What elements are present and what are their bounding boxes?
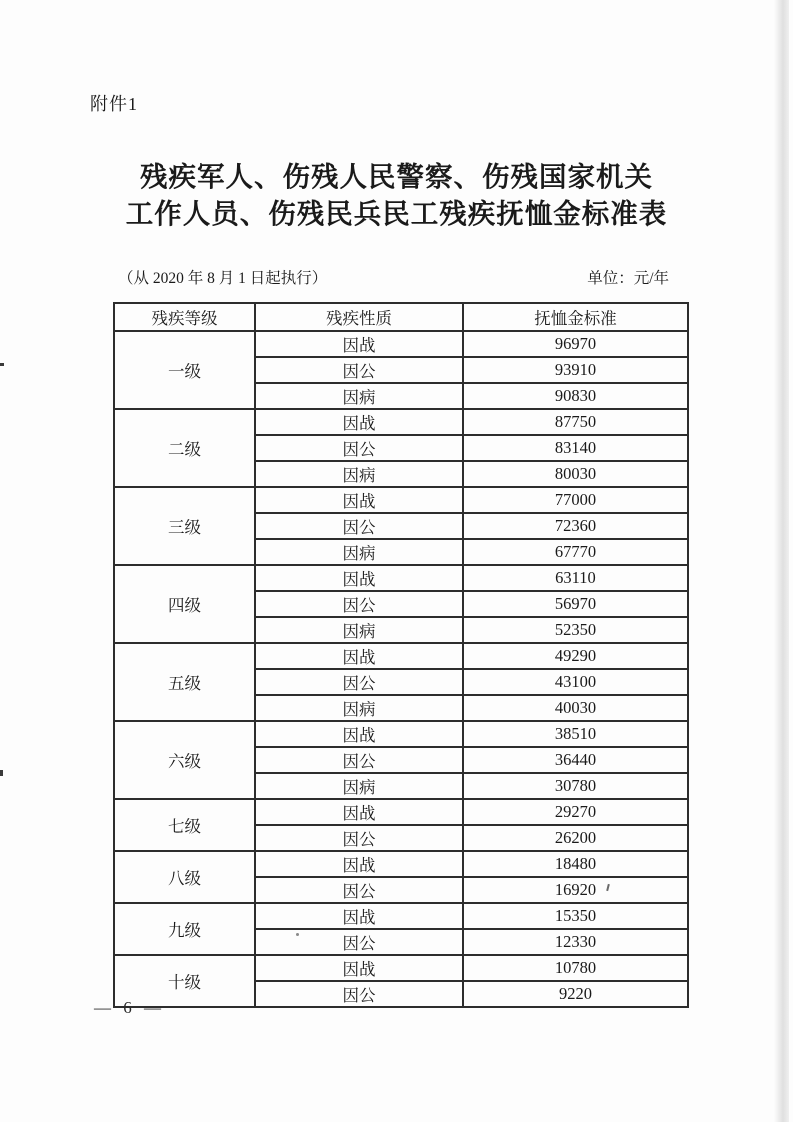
amount-cell: 96970	[463, 331, 688, 357]
table-row	[114, 565, 688, 591]
table-header-row	[114, 303, 688, 331]
amount-cell: 72360	[463, 513, 688, 539]
table-row	[114, 643, 688, 669]
amount-cell: 29270	[463, 799, 688, 825]
scan-speck	[0, 363, 4, 366]
nature-cell: 因战	[255, 903, 463, 929]
amount-cell: 9220	[463, 981, 688, 1007]
nature-cell: 因战	[255, 955, 463, 981]
amount-cell: 36440	[463, 747, 688, 773]
header-disability-nature: 残疾性质	[255, 303, 463, 331]
table-row	[114, 903, 688, 929]
grade-cell: 六级	[114, 721, 255, 799]
grade-cell: 十级	[114, 955, 255, 1007]
nature-cell: 因战	[255, 799, 463, 825]
document-title-line-1: 残疾军人、伤残人民警察、伤残国家机关	[140, 161, 653, 192]
nature-cell: 因病	[255, 539, 463, 565]
document-title	[40, 158, 753, 232]
table-row	[114, 799, 688, 825]
nature-cell: 因公	[255, 357, 463, 383]
nature-cell: 因公	[255, 513, 463, 539]
header-disability-grade: 残疾等级	[114, 303, 255, 331]
amount-cell: 49290	[463, 643, 688, 669]
pension-standards-table	[113, 302, 689, 1008]
amount-cell: 93910	[463, 357, 688, 383]
table-row	[114, 331, 688, 357]
amount-cell: 43100	[463, 669, 688, 695]
amount-cell: 18480	[463, 851, 688, 877]
amount-cell: 83140	[463, 435, 688, 461]
grade-cell: 一级	[114, 331, 255, 409]
nature-cell: 因公	[255, 877, 463, 903]
amount-cell: 90830	[463, 383, 688, 409]
nature-cell: 因战	[255, 409, 463, 435]
nature-cell: 因病	[255, 461, 463, 487]
nature-cell: 因公	[255, 669, 463, 695]
amount-cell: 80030	[463, 461, 688, 487]
table-row	[114, 409, 688, 435]
grade-cell: 七级	[114, 799, 255, 851]
grade-cell: 四级	[114, 565, 255, 643]
nature-cell: 因战	[255, 643, 463, 669]
scan-speck	[0, 770, 3, 776]
effective-date-note: （从 2020 年 8 月 1 日起执行）	[118, 270, 328, 287]
amount-cell: 12330	[463, 929, 688, 955]
nature-cell: 因公	[255, 591, 463, 617]
table-row	[114, 721, 688, 747]
nature-cell: 因战	[255, 487, 463, 513]
nature-cell: 因公	[255, 929, 463, 955]
table-row	[114, 851, 688, 877]
nature-cell: 因公	[255, 747, 463, 773]
nature-cell: 因病	[255, 773, 463, 799]
nature-cell: 因战	[255, 565, 463, 591]
nature-cell: 因战	[255, 331, 463, 357]
nature-cell: 因病	[255, 383, 463, 409]
nature-cell: 因公	[255, 435, 463, 461]
page-number: — 6 —	[94, 998, 165, 1017]
amount-cell: 67770	[463, 539, 688, 565]
amount-cell: 77000	[463, 487, 688, 513]
amount-cell: 10780	[463, 955, 688, 981]
header-pension-standard: 抚恤金标准	[463, 303, 688, 331]
unit-note: 单位：元/年	[587, 270, 669, 287]
grade-cell: 三级	[114, 487, 255, 565]
attachment-label: 附件1	[90, 94, 138, 114]
nature-cell: 因战	[255, 721, 463, 747]
nature-cell: 因病	[255, 617, 463, 643]
grade-cell: 五级	[114, 643, 255, 721]
table-row	[114, 955, 688, 981]
amount-cell: 87750	[463, 409, 688, 435]
document-title-line-2: 工作人员、伤残民兵民工残疾抚恤金标准表	[125, 198, 668, 229]
amount-cell: 52350	[463, 617, 688, 643]
grade-cell: 八级	[114, 851, 255, 903]
grade-cell: 九级	[114, 903, 255, 955]
table-meta-row	[118, 266, 669, 288]
amount-cell: 38510	[463, 721, 688, 747]
scanner-edge-shadow	[774, 0, 789, 1122]
nature-cell: 因公	[255, 981, 463, 1007]
table-row	[114, 487, 688, 513]
amount-cell: 56970	[463, 591, 688, 617]
amount-cell: 16920	[463, 877, 688, 903]
amount-cell: 40030	[463, 695, 688, 721]
amount-cell: 26200	[463, 825, 688, 851]
amount-cell: 63110	[463, 565, 688, 591]
nature-cell: 因战	[255, 851, 463, 877]
amount-cell: 15350	[463, 903, 688, 929]
nature-cell: 因病	[255, 695, 463, 721]
grade-cell: 二级	[114, 409, 255, 487]
nature-cell: 因公	[255, 825, 463, 851]
amount-cell: 30780	[463, 773, 688, 799]
